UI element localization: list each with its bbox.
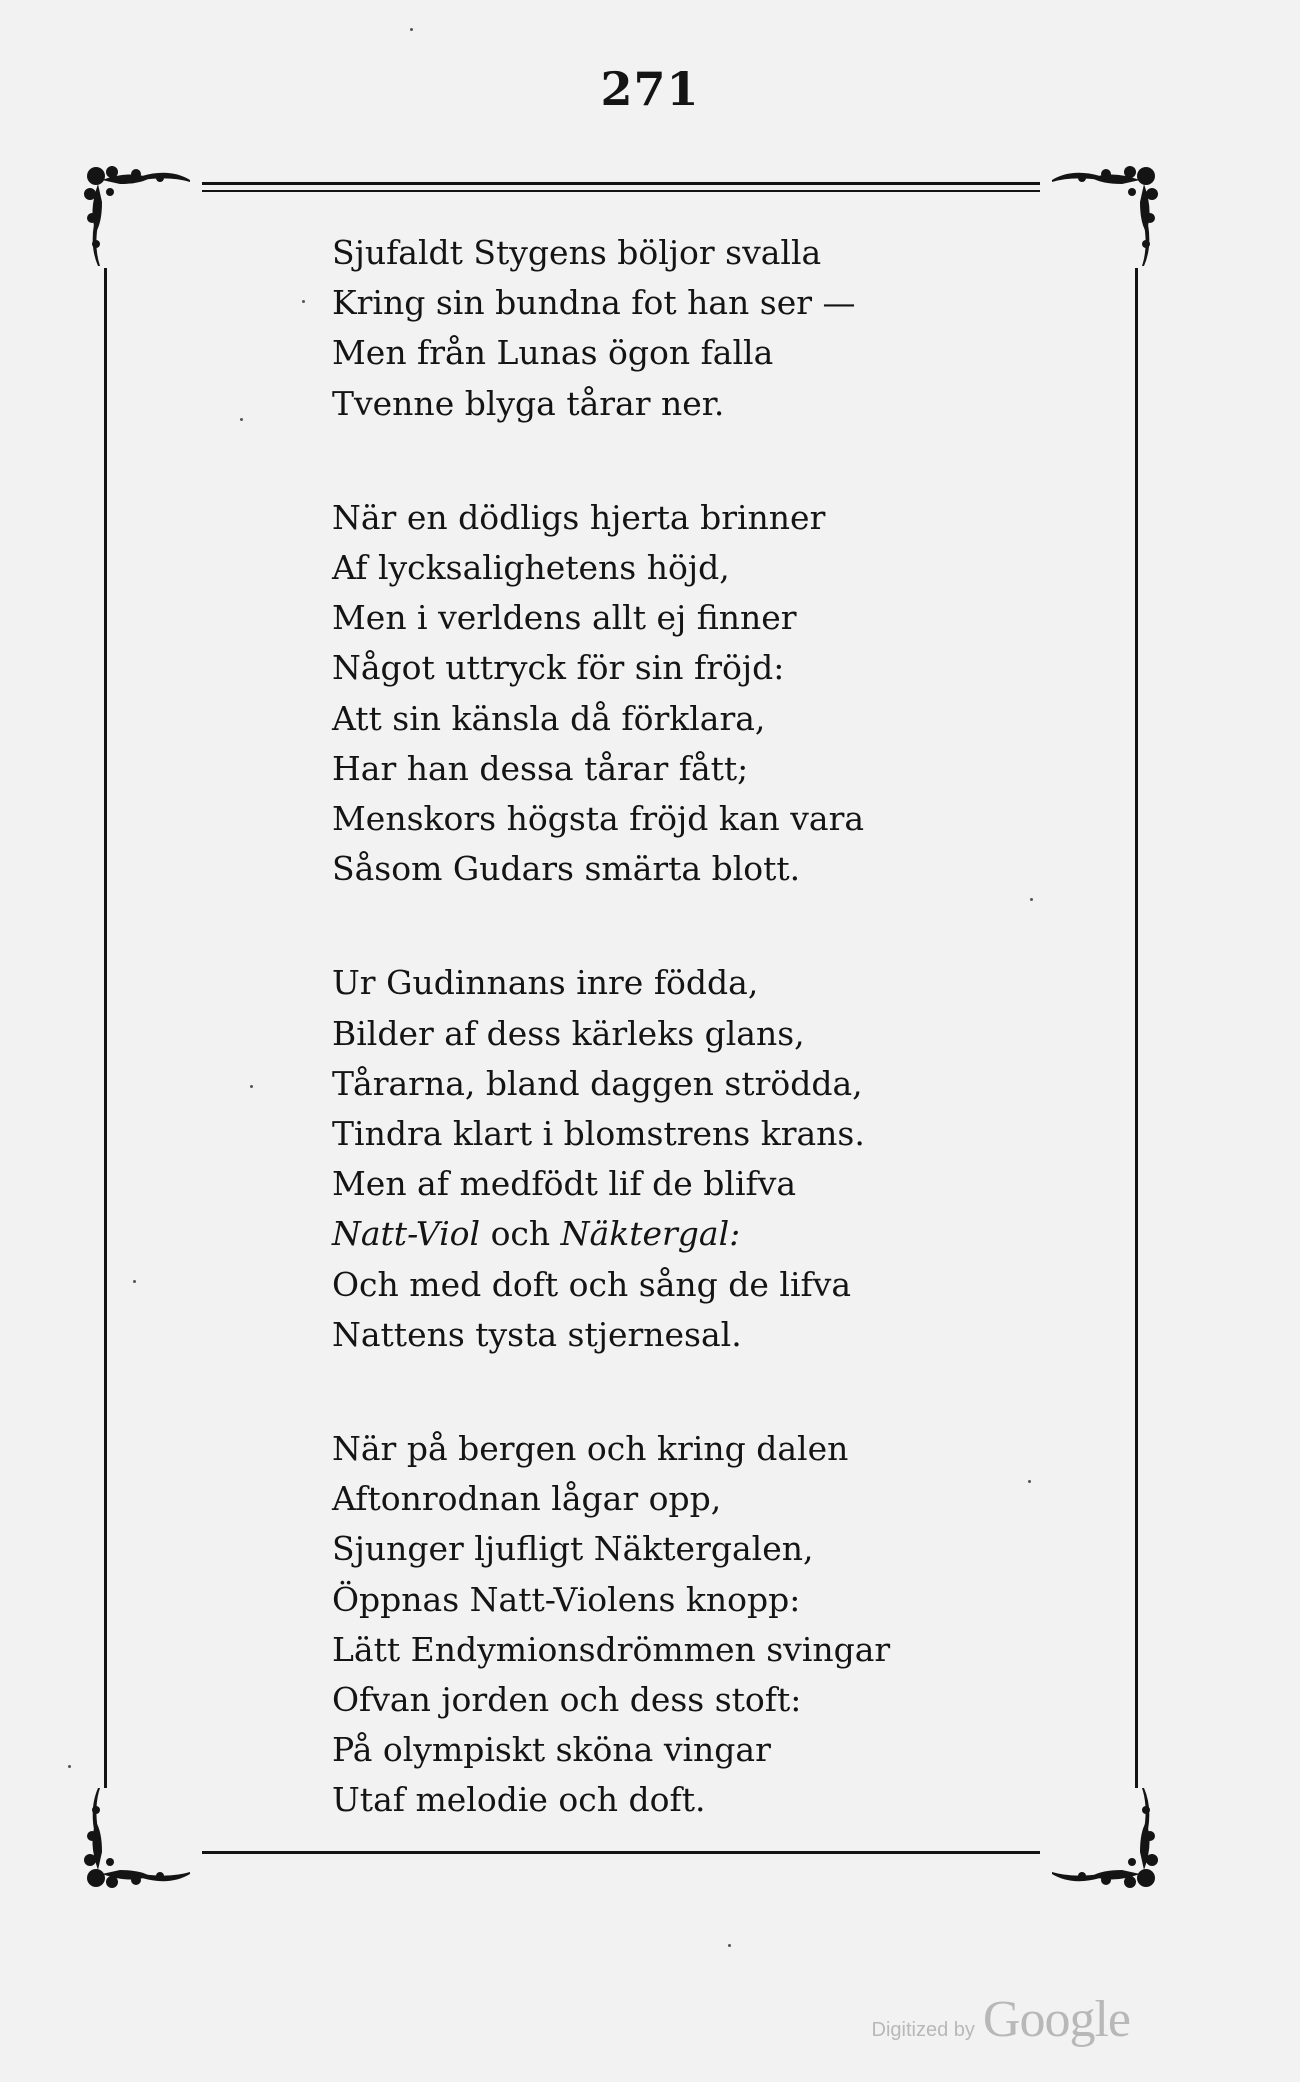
verse-line: Har han dessa tårar fått; <box>332 748 749 788</box>
verse-line: Ofvan jorden och dess stoft: <box>332 1680 802 1720</box>
stanza-3 <box>332 958 1092 1360</box>
verse-line: Bilder af dess kärleks glans, <box>332 1013 805 1053</box>
verse-line: Men i verldens allt ej finner <box>332 598 797 638</box>
verse-line: Något uttryck för sin fröjd: <box>332 648 785 688</box>
verse-line: Menskors högsta fröjd kan vara <box>332 799 865 839</box>
paper-speck <box>1030 898 1033 901</box>
paper-speck <box>133 1280 136 1283</box>
stanza-4 <box>332 1424 1092 1826</box>
border-right-rule <box>1135 268 1138 1788</box>
paper-speck <box>68 1765 71 1768</box>
verse-line: Såsom Gudars smärta blott. <box>332 849 801 889</box>
verse-line: Aftonrodnan lågar opp, <box>332 1479 722 1519</box>
italic-word: Natt-Viol <box>332 1214 481 1254</box>
floral-corner-icon <box>80 1782 200 1892</box>
digitized-label: Digitized by <box>871 2019 975 2041</box>
page-number: 271 <box>600 62 700 116</box>
verse-line: På olympiskt sköna vingar <box>332 1730 771 1770</box>
verse-line: Tindra klart i blomstrens krans. <box>332 1114 865 1154</box>
verse-line: När på bergen och kring dalen <box>332 1429 849 1469</box>
italic-word: Näktergal: <box>560 1214 741 1254</box>
paper-speck <box>728 1944 731 1947</box>
verse-line: När en dödligs hjerta brinner <box>332 497 826 537</box>
border-bottom-rule <box>202 1851 1040 1854</box>
paper-speck <box>240 418 243 421</box>
stanza-1 <box>332 228 1092 429</box>
border-top-inner-rule <box>202 190 1040 192</box>
stanza-2 <box>332 493 1092 895</box>
verse-line: Men af medfödt lif de blifva <box>332 1164 797 1204</box>
verse-line: Men från Lunas ögon falla <box>332 333 774 373</box>
paper-speck <box>250 1085 253 1088</box>
verse-line: Att sin känsla då förklara, <box>332 698 766 738</box>
joiner-word: och <box>490 1214 551 1254</box>
verse-line: Sjunger ljufligt Näktergalen, <box>332 1529 814 1569</box>
floral-corner-icon <box>80 162 200 272</box>
verse-line: Tvenne blyga tårar ner. <box>332 383 725 423</box>
verse-line: Kring sin bundna fot han ser — <box>332 283 856 323</box>
google-logo: Google <box>982 1991 1130 2048</box>
paper-speck <box>410 28 413 31</box>
verse-line: Lätt Endymionsdrömmen svingar <box>332 1629 891 1669</box>
border-left-rule <box>104 268 107 1788</box>
verse-line: Ur Gudinnans inre födda, <box>332 963 759 1003</box>
digitized-by-google-watermark <box>872 1990 1130 2049</box>
verse-line: Öppnas Natt-Violens knopp: <box>332 1579 801 1619</box>
paper-speck <box>302 300 305 303</box>
verse-line: Och med doft och sång de lifva <box>332 1264 852 1304</box>
poem-text <box>332 228 1092 1826</box>
verse-line-italic <box>332 1209 1092 1259</box>
paper-speck <box>1028 1480 1031 1483</box>
verse-line: Tårarna, bland daggen strödda, <box>332 1063 863 1103</box>
verse-line: Nattens tysta stjernesal. <box>332 1314 742 1354</box>
verse-line: Af lycksalighetens höjd, <box>332 548 730 588</box>
verse-line: Sjufaldt Stygens böljor svalla <box>332 233 822 272</box>
border-top-rule <box>202 182 1040 185</box>
verse-line: Utaf melodie och doft. <box>332 1780 706 1820</box>
